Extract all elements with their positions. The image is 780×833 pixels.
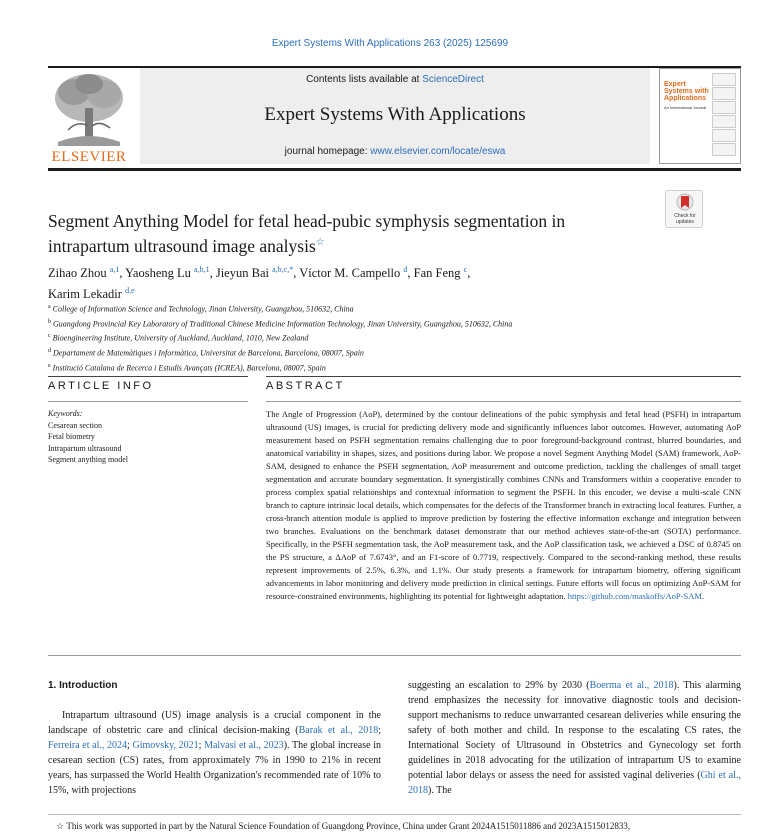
author-separator: , <box>209 266 216 281</box>
paper-title <box>48 210 648 257</box>
author-list <box>48 261 648 303</box>
homepage-prefix: journal homepage: <box>284 146 371 157</box>
article-info-rule <box>48 376 248 377</box>
author-affiliation-mark[interactable]: d,e <box>125 286 135 296</box>
article-info-heading: ARTICLE INFO <box>48 380 154 392</box>
masthead-center <box>140 68 650 164</box>
homepage-link[interactable]: www.elsevier.com/locate/eswa <box>370 146 506 157</box>
cover-cell <box>712 115 736 128</box>
sciencedirect-link[interactable]: ScienceDirect <box>422 74 484 85</box>
affiliation-mark: c <box>48 333 51 340</box>
elsevier-tree-logo[interactable] <box>48 70 130 165</box>
introduction-heading: 1. Introduction <box>48 680 118 691</box>
intro-right-column <box>408 678 741 798</box>
keyword-item: Cesarean section <box>48 420 102 430</box>
cover-cell <box>712 87 736 100</box>
intro-text: ). The <box>428 785 452 796</box>
cover-cell <box>712 129 736 142</box>
author-affiliation-mark[interactable]: a,b,c,* <box>272 265 294 274</box>
paper-title-text: Segment Anything Model for fetal head-pubic symphysis segmentation in intrapartum ultrasound image analysis <box>48 211 566 256</box>
funding-footnote <box>56 820 746 832</box>
footnote-rule <box>48 814 741 815</box>
affiliation-text: Institució Catalana de Recerca i Estudis Avançats (ICREA), Barcelona, 08007, Spain <box>52 363 326 373</box>
check-for-updates-button[interactable] <box>665 190 703 228</box>
keywords-rule <box>48 401 248 402</box>
github-link[interactable]: https://github.com/maskoffs/AoP-SAM <box>567 591 702 601</box>
bookmark-icon <box>666 191 704 213</box>
intro-text: Intrapartum ultrasound (US) image analysis is a crucial component in the landscape of obstetric care and clinical decision-making ( <box>48 710 381 736</box>
cover-image-strip <box>712 73 736 159</box>
check-updates-label: Check for updates <box>674 213 696 225</box>
affiliation-mark: d <box>48 347 51 354</box>
intro-left-column <box>48 678 381 798</box>
author-separator: , <box>407 266 414 281</box>
keyword-item: Fetal biometry <box>48 432 95 441</box>
affiliation-text: College of Information Science and Technology, Jinan University, Guangzhou, 510632, China <box>52 304 354 314</box>
abstract-end: . <box>701 591 705 601</box>
author-affiliation-mark[interactable]: a,1 <box>109 265 120 274</box>
ref-separator: ; <box>127 740 133 751</box>
ref-separator: ; <box>378 725 381 736</box>
author-affiliation-mark[interactable]: a,b,1 <box>194 265 210 274</box>
abstract-heading: ABSTRACT <box>266 380 345 392</box>
cover-cell <box>712 73 736 86</box>
affiliation-item <box>48 330 738 345</box>
journal-title: Expert Systems With Applications <box>264 104 526 125</box>
affiliation-item <box>48 316 738 331</box>
title-footnote-star[interactable]: ☆ <box>315 237 325 248</box>
intro-text: ). This alarming trend emphasizes the necessity for innovative diagnostic tools and decision-support mechanisms to reduce unwarranted cesarean deliveries while ensuring the safety of both mother and child. In response to the escalating CS rates, the International Society of Ultrasound in Obstetrics and Gynecology set forth guidelines in 2018 advocating for the utilization of intrapartum US to examine potential labor delays or assess the need for assisted vaginal deliveries ( <box>408 680 742 781</box>
cover-text <box>664 73 714 159</box>
abstract-end-rule <box>48 655 741 656</box>
footnote-star: ☆ <box>56 821 65 831</box>
cover-cell <box>712 143 736 156</box>
affiliation-text: Guangdong Provincial Key Laboratory of Traditional Chinese Medicine Information Technology, Jinan University, Guangzhou, 510632, China <box>53 319 513 329</box>
intro-paragraph <box>408 678 741 798</box>
journal-cover[interactable] <box>659 68 741 164</box>
affiliation-mark: a <box>48 304 51 310</box>
cover-subtitle: An International Journal <box>664 105 707 110</box>
keyword-item: Intrapartum ultrasound <box>48 443 122 453</box>
reference-link[interactable]: Ghi et al., 2018 <box>408 770 741 796</box>
journal-citation[interactable]: Expert Systems With Applications 263 (2025) 125699 <box>271 38 509 49</box>
header-rule-bottom <box>48 168 741 171</box>
abstract-body <box>266 408 741 603</box>
keyword-item: Segment anything model <box>48 455 128 464</box>
author-affiliation-mark[interactable]: d <box>403 265 408 274</box>
homepage-line <box>140 146 650 157</box>
affiliation-item <box>48 345 738 360</box>
contents-prefix: Contents lists available at <box>306 74 423 85</box>
author-name[interactable]: Víctor M. Campello <box>299 266 401 281</box>
intro-text: suggesting an escalation to 29% by 2030 ( <box>408 680 590 691</box>
affiliation-item <box>48 301 738 316</box>
reference-link[interactable]: Malvasi et al., 2023 <box>204 740 284 751</box>
abstract-text: The Angle of Progression (AoP), determined by the contour delineations of the pubic symphysis and fetal head (PSFH) in intrapartum ultrasound (US) images, is crucial for predicting delivery mode and significantly influences labor outcomes. However, automating AoP measurement based on PSFH segmentation remains challenging due to poor foreground-background contrast, blurred boundaries, and anatomical variability in shapes, sizes, and positions during labor. We propose a novel Segment Anything Model (SAM) framework, AoP-SAM, designed to enhance the PSFH segmentation, AoP measurement and outcome prediction, tackling the challenges of small target segmentation and accurate boundary segmentation. It synergistically combines CNNs and Transformers within a cooperative encoder to process complex spatial relationships and contextual information to segment the PSFH. In this encoder, we devise a multi-scale CNN branch to capture intrinsic local details, which compensates for the defects of the Transformer branch in extracting local features. Further, a cross-branch attention module is applied to improve prediction by fostering the effective information exchange and integration between two branches. Evaluations on the benchmark dataset demonstrate that our method achieves state-of-the-art (SOTA) performance. Specifically, in the PSFH segmentation task, the AoP measurement task, and the AoP classification task, we achieved a DSC of 0.8745 on the PS structure, a ΔAoP of 7.6743°, and an F1-score of 0.7719, respectively. Compared to the second-ranking method, these results represent improvements of 2.5%, 6.3%, and 1.1%. Our study presents a framework for intrapartum biometry, offering significant advancements in labor monitoring and delivery mode prediction in clinical settings. Future efforts will focus on optimizing AoP-SAM for resource-constrained environments, highlighting its potential for lightweight adaptation. <box>266 409 741 601</box>
cover-title: Expert Systems with Applications <box>664 81 709 102</box>
affiliation-mark: b <box>48 318 51 325</box>
contents-line <box>140 74 650 85</box>
abstract-rule <box>266 376 741 377</box>
affiliation-text: Bioengineering Institute, University of Auckland, Auckland, 1010, New Zealand <box>52 333 309 343</box>
author-separator: , <box>467 266 471 281</box>
author-affiliation-mark[interactable]: c <box>463 265 468 274</box>
masthead <box>48 68 741 164</box>
intro-text: ). The global increase in cesarean section (CS) rates, from approximately 7% in 1990 to 21% in recent years, has surpassed the World Health Organization's recommended rate of 10% to 15%, with projections <box>48 740 382 796</box>
affiliation-list <box>48 301 738 374</box>
author-separator: , <box>119 266 126 281</box>
affiliation-item <box>48 360 738 375</box>
tree-icon <box>48 70 130 148</box>
publisher-name: ELSEVIER <box>51 149 127 165</box>
author-separator: , <box>293 266 300 281</box>
author-name[interactable]: Zihao Zhou <box>48 266 107 281</box>
reference-link[interactable]: Barak et al., 2018 <box>298 725 379 736</box>
author-name[interactable]: Jieyun Bai <box>215 266 269 281</box>
footnote-text: This work was supported in part by the Natural Science Foundation of Guangdong Province, China under Grant 2024A1515011886 and 2023A1515012833, <box>66 821 631 831</box>
keywords-block <box>48 408 248 466</box>
keywords-label: Keywords: <box>48 409 83 418</box>
ref-separator: ; <box>198 740 205 751</box>
affiliation-mark: e <box>48 362 51 369</box>
reference-link[interactable]: Boerma et al., 2018 <box>589 680 674 691</box>
cover-cell <box>712 101 736 114</box>
reference-link[interactable]: Gimovsky, 2021 <box>132 740 199 751</box>
intro-paragraph <box>48 708 381 798</box>
affiliation-text: Departament de Matemàtiques i Informàtica, Universitat de Barcelona, Barcelona, 08007, Spain <box>53 348 364 358</box>
abstract-rule-lower <box>266 401 741 402</box>
author-name[interactable]: Yaosheng Lu <box>125 266 191 281</box>
reference-link[interactable]: Ferreira et al., 2024 <box>48 740 128 751</box>
author-name[interactable]: Fan Feng <box>413 266 461 281</box>
author-name[interactable]: Karim Lekadir <box>48 287 122 302</box>
